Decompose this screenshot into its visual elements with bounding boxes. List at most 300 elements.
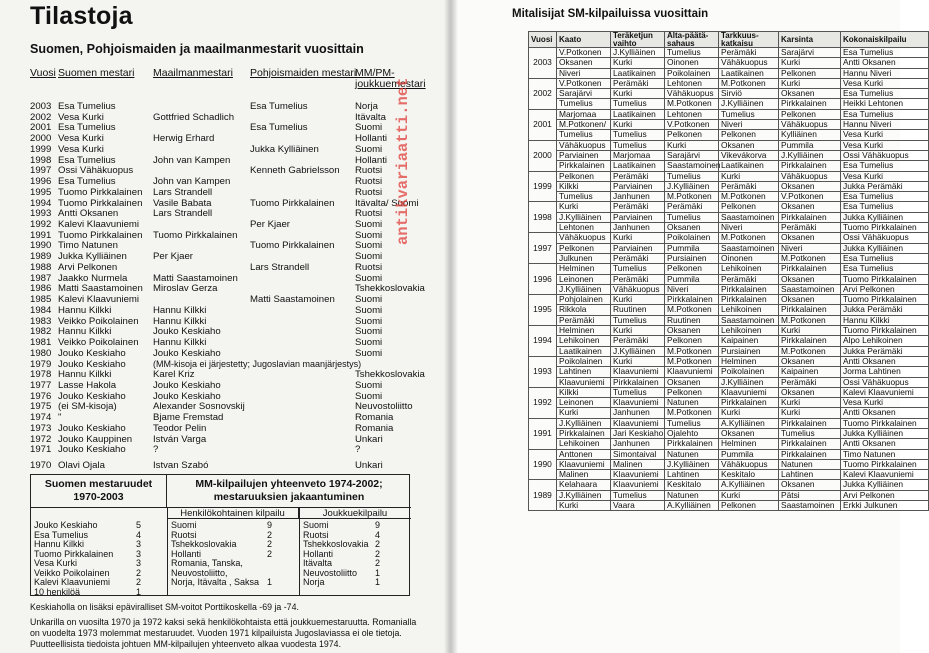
medalist-cell: Vähäkuopus [665, 89, 719, 99]
year-cell: 1997 [30, 165, 52, 177]
medalist-cell: Tumelius [611, 130, 665, 140]
team-champion-cell: Hollanti [355, 154, 387, 166]
left-page [0, 0, 450, 653]
medalist-cell: Tumelius [557, 130, 611, 140]
medalist-cell: Kurki [719, 171, 779, 181]
champion-row [0, 391, 440, 402]
medal-row [529, 326, 929, 336]
medal-row [529, 253, 929, 263]
year-cell: 1988 [30, 261, 52, 273]
team-champion-cell: Suomi [355, 122, 383, 134]
champion-row [0, 155, 440, 166]
medalist-cell: Lehikoinen [719, 264, 779, 274]
medalist-cell: Oksanen [665, 326, 719, 336]
medalist-cell: Perämäki [611, 274, 665, 284]
medalist-cell: Janhunen [611, 439, 665, 449]
year-cell: 2003 [529, 48, 557, 79]
world-champion-cell: Jouko Keskiaho [153, 390, 221, 402]
team-champion-cell: Suomi [355, 294, 383, 306]
medalist-cell: Keskitalo [719, 470, 779, 480]
champion-row [0, 412, 440, 423]
medalist-cell: Kurki [779, 408, 841, 418]
medalist-cell: Erkki Julkunen [841, 501, 929, 511]
team-row [303, 577, 381, 588]
medalist-cell: Kurki [611, 89, 665, 99]
title-count-row-name: Veikko Poikolainen [34, 567, 110, 578]
column-header [665, 32, 719, 48]
medalist-cell: Tuomo Pirkkalainen [841, 223, 929, 233]
champion-row [0, 348, 440, 359]
finnish-champion-cell: Veikko Poikolainen [58, 337, 139, 349]
footnote-1: Keskiaholla on lisäksi epäviralliset SM-voitot Porttikoskella -69 ja -74. [30, 602, 299, 612]
champion-row [0, 294, 440, 305]
finnish-champion-cell: Matti Saastamoinen [58, 283, 143, 295]
year-cell: 1989 [529, 480, 557, 511]
team-champion-cell: Suomi [355, 229, 383, 241]
medalist-cell: Tumelius [779, 428, 841, 438]
team-champion-cell: Suomi [355, 390, 383, 402]
medalist-cell: M.Potkonen [665, 99, 719, 109]
medalist-cell: Jukka Kylliäinen [841, 428, 929, 438]
medalist-cell: Ruutinen [665, 315, 719, 325]
col-header-team-line2: joukkuemestari [355, 78, 426, 90]
medal-row [529, 295, 929, 305]
medalist-cell: J.Kylliäinen [719, 99, 779, 109]
medalist-cell: Laatikainen [719, 161, 779, 171]
finnish-champion-cell: Hannu Kilkki [58, 304, 112, 316]
medalist-cell: Marjomaa [557, 109, 611, 119]
medalist-cell: M.Potkonen [779, 346, 841, 356]
year-cell: 1986 [30, 283, 52, 295]
medal-row [529, 140, 929, 150]
medalist-cell: Laatikainen [611, 161, 665, 171]
col-header-team-champion [355, 68, 426, 90]
finnish-champion-cell: " [58, 412, 62, 424]
medalist-cell: Antti Oksanen [841, 439, 929, 449]
medalist-cell: Vesa Kurki [841, 130, 929, 140]
medal-row [529, 346, 929, 356]
year-cell: 1973 [30, 422, 52, 434]
year-cell: 1974 [30, 412, 52, 424]
medalist-cell: Lahtinen [779, 470, 841, 480]
medalist-cell: Poikolainen [557, 356, 611, 366]
year-cell: 1996 [30, 176, 52, 188]
medalist-cell: Oksanen [779, 89, 841, 99]
champion-row [0, 122, 440, 133]
finnish-champion-cell: (ei SM-kisoja) [58, 401, 117, 413]
medal-row [529, 449, 929, 459]
medalist-cell: Vikevákorva [719, 150, 779, 160]
finnish-champion-cell: Vesa Kurki [58, 143, 104, 155]
year-cell: 1985 [30, 294, 52, 306]
medalist-cell: Kurki [779, 58, 841, 68]
medalist-cell: Oksanen [779, 233, 841, 243]
medalist-cell: Pirkkalainen [779, 161, 841, 171]
medalist-cell: Oksanen [779, 480, 841, 490]
medalist-cell: Tumelius [611, 490, 665, 500]
medalist-cell: Parviainen [611, 212, 665, 222]
individual-row-name: Romania, Tanska, [171, 558, 243, 568]
individual-row-count: 2 [267, 529, 273, 540]
year-cell: 1999 [30, 143, 52, 155]
year-cell: 2002 [529, 78, 557, 109]
finnish-champion-cell: Hannu Kilkki [58, 369, 112, 381]
medalist-cell: M.Potkonen [665, 356, 719, 366]
col-header-finnish-champion: Suomen mestari [58, 67, 135, 79]
medalist-cell: Simontaival [611, 449, 665, 459]
medalist-cell: Jukka Kylliäinen [841, 212, 929, 222]
year-cell: 2003 [30, 101, 52, 112]
medal-row [529, 284, 929, 294]
year-cell: 2001 [529, 109, 557, 140]
team-champion-cell: Suomi [355, 240, 383, 252]
team-champion-cell: Norja [355, 101, 378, 112]
medalist-cell: Kilkki [557, 387, 611, 397]
year-cell: 1998 [529, 202, 557, 233]
medalist-cell: Vähäkuopus [611, 284, 665, 294]
medalist-cell: Saastamoinen [719, 315, 779, 325]
team-champion-cell: Suomi [355, 143, 383, 155]
medalist-cell: Vähäkuopus [779, 171, 841, 181]
medalist-cell: Tumelius [611, 315, 665, 325]
individual-row-count: 1 [267, 577, 273, 587]
medal-row [529, 305, 929, 315]
medalist-cell: Vesa Kurki [841, 171, 929, 181]
medalist-cell: Pirkkalainen [779, 305, 841, 315]
year-cell: 1992 [529, 387, 557, 418]
world-champion-cell: Gottfried Schadlich [153, 111, 235, 123]
finnish-champion-cell: Vesa Kurki [58, 133, 104, 145]
medalist-cell: Pelkonen [557, 171, 611, 181]
team-champion-cell: Itävalta [355, 111, 386, 123]
champion-row [0, 369, 440, 380]
team-champion-cell: Hollanti [355, 133, 387, 145]
medalist-cell: Perämäki [719, 48, 779, 58]
section-subtitle: Suomen, Pohjoismaiden ja maailmanmestarit vuosittain [30, 42, 364, 56]
column-header [529, 32, 557, 48]
team-champion-cell: Ruotsi [355, 261, 383, 273]
year-cell: 1976 [30, 390, 52, 402]
title-count-row-name: Hannu Kilkki [34, 539, 85, 549]
medal-row [529, 315, 929, 325]
medalist-cell: Ojalehto [665, 428, 719, 438]
medalist-cell: Jari Keskiaho [611, 428, 665, 438]
medalist-cell: Poikolainen [665, 68, 719, 78]
champion-row [0, 144, 440, 155]
champion-row [0, 273, 440, 284]
team-row-count: 2 [375, 548, 381, 559]
page-title: Tilastoja [30, 2, 133, 30]
medalist-cell: Natunen [665, 449, 719, 459]
medal-row [529, 150, 929, 160]
team-row-name: Itävalta [303, 558, 333, 568]
medalist-cell: Janhunen [611, 408, 665, 418]
medalist-cell: Pirkkalainen [779, 99, 841, 109]
title-count-row-name: Vesa Kurki [34, 558, 78, 568]
title-count-row-count: 3 [136, 548, 142, 559]
medalist-cell: Antti Oksanen [841, 408, 929, 418]
medalist-cell: Pirkkalainen [779, 449, 841, 459]
medalist-cell: Hannu Niveri [841, 120, 929, 130]
world-champion-cell: Vasile Babata [153, 197, 212, 209]
finnish-champion-cell: Vesa Kurki [58, 111, 104, 123]
medalist-cell: Julkunen [557, 253, 611, 263]
medalist-cell: Perämäki [611, 253, 665, 263]
medalist-cell: Kurki [557, 501, 611, 511]
medalist-cell: Heikki Lehtonen [841, 99, 929, 109]
medalist-cell: J.Kylliäinen [719, 377, 779, 387]
year-cell: 2000 [30, 133, 52, 145]
finnish-champion-cell: Jukka Kylliäinen [58, 251, 127, 263]
medalist-cell: Laatikainen [557, 346, 611, 356]
medal-row [529, 408, 929, 418]
medalist-cell: Poikolainen [665, 233, 719, 243]
medalist-cell: Janhunen [611, 223, 665, 233]
finnish-champion-cell: Kalevi Klaavuniemi [58, 219, 140, 231]
champion-row [0, 401, 440, 412]
medalist-cell: Vähäkuopus [557, 233, 611, 243]
champion-row [0, 262, 440, 273]
col-header-year: Vuosi [30, 67, 56, 79]
champion-row [0, 112, 440, 123]
champion-row [0, 208, 440, 219]
champion-row [0, 316, 440, 327]
world-champion-cell: Istvan Szabó [153, 460, 209, 472]
world-champion-cell: Hannu Kilkki [153, 337, 207, 349]
medalist-cell: A.Kylliäinen [719, 418, 779, 428]
medalist-cell: M.Potkonen [665, 346, 719, 356]
team-row-name: Suomi [303, 520, 329, 530]
medal-row [529, 480, 929, 490]
medalist-cell: Pelkonen [665, 387, 719, 397]
title-count-row-count: 2 [136, 567, 142, 578]
medalist-cell: J.Kylliäinen [611, 346, 665, 356]
world-champion-cell: Karel Kriz [153, 369, 195, 381]
medal-row [529, 99, 929, 109]
team-champion-cell: Ruotsi [355, 186, 383, 198]
medalist-cell: Oksanen [779, 295, 841, 305]
medalist-cell: Tuomo Pirkkalainen [841, 326, 929, 336]
team-champion-cell: Unkari [355, 433, 383, 445]
medal-row [529, 223, 929, 233]
champion-row [0, 305, 440, 316]
medalist-cell: Tumelius [719, 109, 779, 119]
team-champion-cell: Tshekkoslovakia [355, 369, 425, 381]
medalist-cell: Oinonen [719, 253, 779, 263]
medalist-cell: Oksanen [557, 58, 611, 68]
col-header-nordic-champion: Pohjoismaiden mestari [250, 67, 357, 79]
medalist-cell: Lehikoinen [719, 305, 779, 315]
medalist-cell: Pirkkalainen [719, 398, 779, 408]
medalist-cell: Tumelius [611, 99, 665, 109]
medalist-cell: Vesa Kurki [841, 140, 929, 150]
medalist-cell: J.Kylliäinen [665, 459, 719, 469]
medalist-cell: Anttonen [557, 449, 611, 459]
medalist-cell: Leinonen [557, 274, 611, 284]
medalist-cell: Vähäkuopus [719, 58, 779, 68]
medalist-cell: Vaara [611, 501, 665, 511]
finnish-champion-cell: Tuomo Pirkkalainen [58, 186, 143, 198]
medalist-cell: Pohjolainen [557, 295, 611, 305]
finnish-champion-cell: Esa Tumelius [58, 176, 116, 188]
medalist-cell: Sirviö [719, 89, 779, 99]
individual-row-name: Neuvostoliitto, [171, 567, 228, 578]
world-champion-cell: Miroslav Gerza [153, 283, 218, 295]
team-champion-cell: Tshekkoslovakia [355, 283, 425, 295]
team-row-count: 1 [375, 577, 381, 587]
team-champion-cell: Suomi [355, 347, 383, 359]
medalist-cell: Rikkola [557, 305, 611, 315]
medalist-cell: Niveri [557, 68, 611, 78]
individual-row-name: Suomi [171, 520, 197, 530]
finnish-champion-cell: Jouko Keskiaho [58, 358, 126, 370]
medalist-cell: Oksanen [779, 274, 841, 284]
medalist-cell: Tuomo Pirkkalainen [841, 274, 929, 284]
team-champion-cell: Suomi [355, 326, 383, 338]
medalist-cell: Pummila [665, 243, 719, 253]
year-cell: 1981 [30, 337, 52, 349]
year-cell: 1972 [30, 433, 52, 445]
medal-row [529, 501, 929, 511]
medalist-cell: Vesa Kurki [841, 78, 929, 88]
medalist-cell: M.Potkonen [719, 78, 779, 88]
medalist-cell: Pirkkalainen [557, 428, 611, 438]
champion-row [0, 101, 440, 112]
world-champion-cell: Lars Strandell [153, 208, 213, 220]
team-row-name: Norja [303, 577, 325, 587]
medalist-cell: Oksanen [779, 181, 841, 191]
world-champion-cell: Per Kjaer [153, 251, 193, 263]
medalist-cell: Kurki [719, 408, 779, 418]
medalist-cell: Pelkonen [665, 264, 719, 274]
medalist-cell: Vähäkuopus [557, 140, 611, 150]
champion-row [0, 240, 440, 251]
team-row-count: 1 [375, 567, 381, 578]
year-cell: 1993 [529, 356, 557, 387]
medalist-cell: Pirkkalainen [779, 439, 841, 449]
nordic-champion-cell: Per Kjaer [250, 219, 290, 231]
year-cell: 1971 [30, 444, 52, 456]
column-header-line: vaihto [613, 38, 637, 48]
title-count-row-count: 5 [136, 520, 142, 530]
nordic-champion-cell: Lars Strandell [250, 261, 310, 273]
medalist-cell: Klaavuniemi [719, 387, 779, 397]
year-cell: 1989 [30, 251, 52, 263]
medalist-cell: Perämäki [611, 78, 665, 88]
medalist-cell: Kurki [719, 490, 779, 500]
finnish-champion-cell: Arvi Pelkonen [58, 261, 118, 273]
medalist-cell: Kalevi Klaavuniemi [841, 387, 929, 397]
medalist-cell: Esa Tumelius [841, 202, 929, 212]
medal-row [529, 459, 929, 469]
medalist-cell: Kurki [611, 233, 665, 243]
summary-box [30, 474, 410, 596]
finnish-champion-cell: Esa Tumelius [58, 154, 116, 166]
medalist-cell: Helminen [557, 326, 611, 336]
medalist-cell: Klaavuniemi [611, 470, 665, 480]
finnish-champion-cell: Jouko Kauppinen [58, 433, 133, 445]
medalist-cell: Oksanen [779, 202, 841, 212]
team-row-name: Neuvostoliitto [303, 567, 358, 578]
world-champion-cell: Jouko Keskiaho [153, 379, 221, 391]
medalist-cell: Keskitalo [665, 480, 719, 490]
individual-row-name: Norja, Itävalta , Saksa [171, 577, 260, 587]
nordic-champion-cell: Jukka Kylliäinen [250, 143, 319, 155]
title-count-row-count: 3 [136, 539, 142, 549]
medalist-cell: J.Kylliäinen [557, 418, 611, 428]
title-count-row-name: 10 henkilöä [34, 586, 81, 597]
medalist-cell: Vähäkuopus [779, 120, 841, 130]
champion-row [0, 251, 440, 262]
medalist-cell: Kurki [611, 295, 665, 305]
medal-row [529, 130, 929, 140]
individual-row-name: Hollanti [171, 548, 202, 559]
team-champion-cell: Suomi [355, 337, 383, 349]
medalist-cell: Klaavuniemi [611, 367, 665, 377]
year-cell: 1970 [30, 460, 52, 472]
medalist-cell: Oksanen [719, 140, 779, 150]
medalist-cell: Klaavuniemi [557, 459, 611, 469]
medalist-cell: Klaavuniemi [611, 480, 665, 490]
title-count-row-name: Esa Tumelius [34, 529, 89, 540]
medalist-cell: Parviainen [611, 243, 665, 253]
medalist-cell: Oksanen [719, 428, 779, 438]
year-cell: 1994 [529, 326, 557, 357]
column-header [719, 32, 779, 48]
medalist-cell: Jukka Kylliäinen [841, 480, 929, 490]
medalist-cell: Ossi Vähäkuopus [841, 150, 929, 160]
medal-row [529, 336, 929, 346]
medalist-cell: Jukka Perämäki [841, 181, 929, 191]
medalist-cell: Lahtinen [557, 367, 611, 377]
medalist-cell: M.Potkonen [719, 192, 779, 202]
medal-row [529, 161, 929, 171]
team-subheading: Joukkuekilpailu [299, 508, 411, 519]
champion-row [0, 219, 440, 230]
medal-row [529, 233, 929, 243]
medalist-cell: Kurki [557, 202, 611, 212]
medalist-cell: J.Kylliäinen [557, 212, 611, 222]
medal-row [529, 78, 929, 88]
medalist-cell: Tumelius [557, 192, 611, 202]
medalist-cell: Vesa Kurki [841, 398, 929, 408]
medalist-cell: Pelkonen [719, 202, 779, 212]
team-champion-cell: Romania [355, 412, 394, 424]
medalist-cell: Pelkonen [779, 68, 841, 78]
individual-row-count: 9 [267, 520, 273, 530]
champion-row [0, 434, 440, 445]
individual-row-count: 2 [267, 539, 273, 549]
medalist-cell: Malinen [611, 459, 665, 469]
team-champion-cell: Ruotsi [355, 165, 383, 177]
finnish-champion-cell: Jouko Keskiaho [58, 444, 126, 456]
champion-row [0, 165, 440, 176]
medalist-cell: J.Kylliäinen [557, 490, 611, 500]
world-champion-cell: István Varga [153, 433, 207, 445]
medalist-cell: M.Potkonen/ [557, 120, 611, 130]
year-cell: 1987 [30, 272, 52, 284]
year-cell: 1996 [529, 264, 557, 295]
medalist-cell: Kurki [611, 120, 665, 130]
column-header-line: Karsinta [781, 34, 814, 44]
world-champion-cell: John van Kampen [153, 154, 231, 166]
year-cell: 1982 [30, 326, 52, 338]
medalist-cell: Lehikoinen [557, 336, 611, 346]
medal-row [529, 428, 929, 438]
medal-row [529, 356, 929, 366]
individual-row-count: 2 [267, 548, 273, 559]
medalist-cell: Saastamoinen [779, 501, 841, 511]
